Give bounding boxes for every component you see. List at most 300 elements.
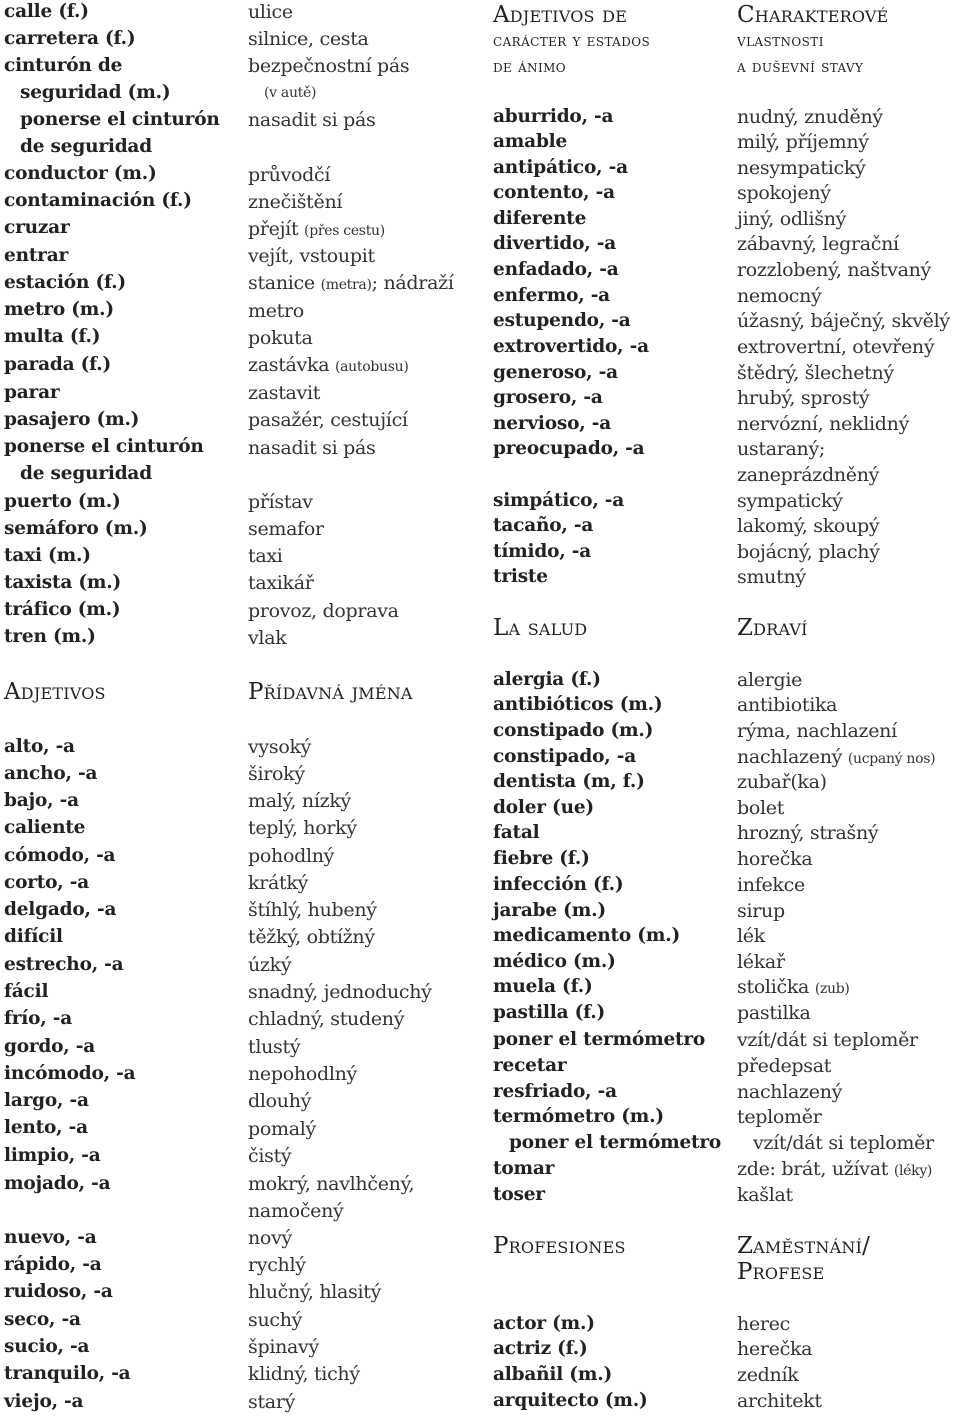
czech-translation [248, 761, 305, 787]
czech-translation [737, 1156, 932, 1182]
entry-text: muela (f.) [493, 976, 593, 997]
entry-text: ustaraný; [737, 438, 826, 460]
czech-translation [737, 1000, 810, 1026]
czech-translation [737, 155, 865, 181]
czech-translation [737, 539, 880, 565]
entry-text: rychlý [248, 1254, 306, 1276]
entry-text: entrar [4, 245, 69, 266]
spanish-term [493, 1311, 595, 1337]
spanish-term [493, 513, 593, 539]
spanish-term [493, 667, 601, 693]
spanish-term [4, 870, 89, 896]
entry-text: tranquilo, -a [4, 1363, 131, 1384]
entry-text: extrovertido, -a [493, 336, 649, 357]
entry-text: a duševní stavy [737, 57, 864, 77]
spanish-term [493, 949, 616, 975]
czech-translation [248, 815, 357, 841]
entry-text: metro [248, 300, 304, 322]
section-heading [4, 677, 106, 707]
spanish-term [4, 570, 121, 596]
spanish-term [493, 795, 594, 821]
entry-text: toser [493, 1184, 545, 1205]
entry-text: těžký, obtížný [248, 926, 375, 948]
entry-text: silnice, cesta [248, 28, 369, 50]
entry-text: puerto (m.) [4, 491, 121, 512]
entry-text: tlustý [248, 1036, 301, 1058]
entry-text: rýma, nachlazení [737, 720, 897, 742]
spanish-term [4, 1034, 95, 1060]
spanish-term [493, 1104, 664, 1130]
spanish-term [493, 257, 619, 283]
entry-text: stolička [737, 976, 815, 998]
entry-text: Charakterové [737, 2, 889, 28]
spanish-term [493, 129, 567, 155]
entry-text: Profese [737, 1259, 825, 1285]
section-heading [248, 677, 413, 707]
entry-text: přejít [248, 218, 305, 240]
entry-text: ponerse el cinturón [20, 109, 220, 130]
czech-translation [737, 692, 837, 718]
spanish-term [4, 407, 139, 433]
entry-text: chladný, studený [248, 1008, 405, 1030]
spanish-term [4, 80, 170, 106]
section-heading [737, 29, 824, 53]
czech-translation [737, 360, 894, 386]
czech-translation [248, 1225, 292, 1251]
czech-translation [737, 1336, 812, 1362]
entry-text: úžasný, báječný, skvělý [737, 310, 950, 332]
entry-text: enfermo, -a [493, 285, 610, 306]
czech-translation [248, 298, 304, 324]
czech-translation [737, 1362, 798, 1388]
entry-text: mojado, -a [4, 1173, 111, 1194]
entry-text: pomalý [248, 1118, 316, 1140]
entry-text: viejo, -a [4, 1391, 84, 1412]
entry-text: termómetro (m.) [493, 1106, 664, 1127]
czech-translation [737, 667, 802, 693]
czech-translation [737, 385, 869, 411]
entry-text: zedník [737, 1364, 799, 1386]
entry-text: pasažér, cestující [248, 409, 408, 431]
entry-text: přístav [248, 491, 313, 513]
spanish-term [4, 243, 68, 269]
entry-text: lento, -a [4, 1117, 88, 1138]
entry-text: Adjetivos de [493, 2, 628, 28]
spanish-term [4, 0, 89, 25]
spanish-term [493, 539, 591, 565]
czech-translation [248, 189, 342, 215]
czech-translation [737, 308, 950, 334]
entry-text: tomar [493, 1158, 555, 1179]
czech-translation [737, 949, 785, 975]
spanish-term [493, 155, 628, 181]
czech-translation [248, 80, 316, 106]
entry-text: antibióticos (m.) [493, 694, 663, 715]
entry-text: špinavý [248, 1336, 319, 1358]
entry-text: actor (m.) [493, 1313, 595, 1334]
entry-text: sirup [737, 900, 785, 922]
czech-translation [737, 1079, 842, 1105]
czech-translation [737, 1182, 793, 1208]
czech-translation [248, 570, 314, 596]
spanish-term [4, 1307, 81, 1333]
entry-text: čistý [248, 1145, 292, 1167]
entry-text: tímido, -a [493, 541, 591, 562]
entry-text: malý, nízký [248, 790, 351, 812]
entry-text: cinturón de [4, 55, 123, 76]
entry-text: infekce [737, 874, 805, 896]
entry-text: multa (f.) [4, 326, 101, 347]
entry-text: parar [4, 382, 60, 403]
spanish-term [4, 924, 63, 950]
entry-text: extrovertní, otevřený [737, 336, 935, 358]
entry-text: La salud [493, 615, 588, 641]
czech-translation [248, 407, 408, 433]
entry-text: dentista (m, f.) [493, 771, 645, 792]
spanish-term [493, 872, 623, 898]
entry-text: Zaměstnání/ [737, 1233, 871, 1259]
section-heading [737, 0, 889, 30]
czech-translation [248, 952, 291, 978]
spanish-term [4, 380, 59, 406]
entry-text: hlučný, hlasitý [248, 1281, 382, 1303]
spanish-term [493, 1000, 605, 1026]
czech-translation [737, 129, 869, 155]
entry-text: taxi (m.) [4, 545, 91, 566]
entry-text: taxi [248, 545, 283, 567]
spanish-term [4, 1225, 97, 1251]
czech-translation [737, 820, 878, 846]
entry-text: lakomý, skoupý [737, 515, 880, 537]
czech-translation [737, 257, 931, 283]
czech-translation [248, 270, 454, 296]
czech-translation [737, 513, 879, 539]
spanish-term [493, 1336, 588, 1362]
entry-text: ancho, -a [4, 763, 98, 784]
entry-text: médico (m.) [493, 951, 616, 972]
entry-text: pastilla (f.) [493, 1002, 606, 1023]
spanish-term [4, 26, 135, 52]
entry-text: bojácný, plachý [737, 541, 880, 563]
spanish-term [493, 283, 610, 309]
entry-text: vzít/dát si teploměr [737, 1029, 918, 1051]
entry-text: carretera (f.) [4, 28, 136, 49]
entry-text: doler (ue) [493, 797, 594, 818]
entry-text: estación (f.) [4, 272, 126, 293]
czech-translation [737, 898, 785, 924]
entry-text: suchý [248, 1309, 303, 1331]
spanish-term [493, 820, 540, 846]
czech-translation [248, 216, 385, 242]
entry-text: sympatický [737, 490, 843, 512]
spanish-term [493, 308, 631, 334]
spanish-term [4, 161, 157, 187]
entry-text: pohodlný [248, 845, 335, 867]
entry-text: resfriado, -a [493, 1081, 617, 1102]
entry-text: taxista (m.) [4, 572, 122, 593]
czech-translation [248, 1389, 295, 1415]
entry-text: diferente [493, 208, 587, 229]
czech-translation [737, 974, 850, 1000]
spanish-term [4, 324, 100, 350]
section-heading [737, 1257, 824, 1287]
spanish-term [4, 843, 115, 869]
entry-text: rápido, -a [4, 1254, 102, 1275]
entry-text: Profesiones [493, 1233, 626, 1259]
entry-text: smutný [737, 566, 806, 588]
spanish-term [4, 597, 120, 623]
spanish-term [4, 461, 152, 487]
entry-text: incómodo, -a [4, 1063, 136, 1084]
czech-translation [737, 1027, 918, 1053]
entry-text: arquitecto (m.) [493, 1390, 648, 1411]
entry-note: (přes cestu) [304, 223, 385, 239]
czech-translation [248, 516, 324, 542]
czech-translation [248, 598, 399, 624]
czech-translation [248, 0, 293, 25]
entry-text: bezpečnostní pás [248, 55, 410, 77]
entry-text: herečka [737, 1338, 813, 1360]
spanish-term [4, 1334, 89, 1360]
entry-text: jiný, odlišný [737, 208, 847, 230]
entry-text: frío, -a [4, 1008, 73, 1029]
entry-text: taxikář [248, 572, 314, 594]
entry-text: zaneprázdněný [737, 464, 880, 486]
entry-text: vlak [248, 627, 287, 649]
entry-text: namočený [248, 1200, 344, 1222]
entry-text: tren (m.) [4, 626, 96, 647]
czech-translation [737, 1130, 934, 1156]
entry-text: štědrý, šlechetný [737, 362, 894, 384]
czech-translation [248, 162, 330, 188]
section-heading [737, 55, 863, 79]
spanish-term [493, 1182, 545, 1208]
entry-text: štíhlý, hubený [248, 899, 377, 921]
spanish-term [4, 952, 123, 978]
entry-text: aburrido, -a [493, 106, 614, 127]
spanish-term [4, 270, 126, 296]
spanish-term [4, 1006, 72, 1032]
czech-translation [737, 1311, 790, 1337]
czech-translation [248, 1361, 360, 1387]
czech-translation [737, 231, 899, 257]
entry-text: nudný, znuděný [737, 106, 883, 128]
spanish-term [4, 297, 114, 323]
entry-text: corto, -a [4, 872, 89, 893]
entry-text: de seguridad [20, 136, 152, 157]
spanish-term [4, 1389, 83, 1415]
czech-translation [248, 1006, 404, 1032]
entry-text: zastavit [248, 382, 321, 404]
czech-translation [248, 788, 351, 814]
entry-text: vzít/dát si teploměr [753, 1132, 934, 1154]
czech-translation [737, 462, 879, 488]
czech-translation [248, 1334, 319, 1360]
spanish-term [493, 692, 662, 718]
czech-translation [737, 769, 827, 795]
czech-translation [248, 924, 375, 950]
entry-text: starý [248, 1391, 296, 1413]
entry-text: cómodo, -a [4, 845, 116, 866]
entry-text: zubař(ka) [737, 771, 827, 793]
spanish-term [493, 769, 645, 795]
entry-text: bolet [737, 797, 785, 819]
entry-text-continued: ; nádraží [371, 272, 454, 294]
czech-translation [737, 744, 935, 770]
entry-text: hrubý, sprostý [737, 387, 870, 409]
entry-text: fatal [493, 822, 540, 843]
czech-translation [248, 979, 432, 1005]
entry-text: vejít, vstoupit [248, 245, 375, 267]
spanish-term [493, 1027, 705, 1053]
entry-text: pasajero (m.) [4, 409, 140, 430]
spanish-term [493, 974, 593, 1000]
spanish-term [4, 734, 75, 760]
spanish-term [493, 1156, 554, 1182]
czech-translation [737, 1104, 822, 1130]
czech-translation [248, 1143, 291, 1169]
czech-translation [737, 334, 934, 360]
czech-translation [248, 489, 313, 515]
czech-translation [737, 1053, 831, 1079]
spanish-term [493, 436, 644, 462]
section-heading [493, 0, 627, 30]
czech-translation [248, 1279, 381, 1305]
spanish-term [493, 206, 586, 232]
spanish-term [493, 1130, 721, 1156]
entry-text: difícil [4, 926, 63, 947]
entry-text: poner el termómetro [493, 1029, 706, 1050]
entry-text: kašlat [737, 1184, 793, 1206]
spanish-term [493, 180, 615, 206]
entry-text: vlastnosti [737, 31, 824, 51]
spanish-term [493, 1388, 648, 1414]
entry-text: fiebre (f.) [493, 848, 590, 869]
czech-translation [248, 625, 286, 651]
czech-translation [248, 543, 283, 569]
entry-text: contento, -a [493, 182, 615, 203]
spanish-term [4, 1361, 130, 1387]
czech-translation [248, 1198, 343, 1224]
spanish-term [4, 543, 91, 569]
czech-translation [248, 1252, 306, 1278]
section-heading [493, 613, 587, 643]
entry-text: generoso, -a [493, 362, 618, 383]
czech-translation [737, 283, 821, 309]
entry-text: antipático, -a [493, 157, 628, 178]
entry-text: nepohodlný [248, 1063, 357, 1085]
spanish-term [4, 1252, 102, 1278]
spanish-term [493, 1053, 566, 1079]
entry-text: snadný, jednoduchý [248, 981, 432, 1003]
entry-text: jarabe (m.) [493, 900, 606, 921]
entry-text: amable [493, 131, 568, 152]
czech-translation [248, 1307, 302, 1333]
spanish-term [4, 516, 148, 542]
czech-translation [248, 1116, 316, 1142]
czech-translation [248, 380, 320, 406]
entry-text: ruidoso, -a [4, 1281, 113, 1302]
spanish-term [4, 1115, 88, 1141]
entry-text: simpático, -a [493, 490, 625, 511]
czech-translation [737, 923, 765, 949]
spanish-term [4, 1143, 100, 1169]
entry-text: provoz, doprava [248, 600, 399, 622]
entry-text: nasadit si pás [248, 109, 376, 131]
czech-translation [248, 243, 375, 269]
section-heading [737, 613, 808, 643]
entry-text: krátký [248, 872, 309, 894]
czech-translation [248, 325, 313, 351]
entry-text: alergia (f.) [493, 669, 601, 690]
entry-text: ponerse el cinturón [4, 436, 204, 457]
entry-text: teplý, horký [248, 817, 357, 839]
entry-text: nesympatický [737, 157, 866, 179]
entry-text: nervózní, neklidný [737, 413, 910, 435]
czech-translation [248, 870, 308, 896]
entry-note: (léky) [893, 1163, 933, 1179]
czech-translation [737, 411, 909, 437]
entry-text: Přídavná jména [248, 679, 413, 705]
entry-text: limpio, -a [4, 1145, 101, 1166]
spanish-term [4, 1061, 135, 1087]
entry-text: úzký [248, 954, 292, 976]
spanish-term [493, 1362, 612, 1388]
spanish-term [493, 334, 649, 360]
entry-text: nuevo, -a [4, 1227, 97, 1248]
entry-text: sucio, -a [4, 1336, 90, 1357]
czech-translation [248, 734, 311, 760]
spanish-term [493, 231, 616, 257]
entry-text: recetar [493, 1055, 567, 1076]
spanish-term [4, 788, 79, 814]
entry-text: actriz (f.) [493, 1338, 588, 1359]
spanish-term [4, 434, 204, 460]
entry-text: grosero, -a [493, 387, 603, 408]
spanish-term [4, 53, 122, 79]
spanish-term [4, 815, 85, 841]
czech-translation [737, 206, 846, 232]
entry-text: ulice [248, 1, 293, 23]
entry-text: hrozný, strašný [737, 822, 879, 844]
spanish-term [493, 104, 613, 130]
spanish-term [4, 1088, 89, 1114]
czech-translation [248, 1034, 300, 1060]
entry-text: bajo, -a [4, 790, 79, 811]
spanish-term [4, 761, 97, 787]
entry-text: constipado, -a [493, 746, 636, 767]
entry-text: milý, příjemný [737, 131, 869, 153]
entry-text: contaminación (f.) [4, 190, 192, 211]
entry-text: estrecho, -a [4, 954, 124, 975]
czech-translation [737, 872, 805, 898]
entry-text: cruzar [4, 217, 70, 238]
entry-text: seguridad (m.) [20, 82, 171, 103]
entry-text: předepsat [737, 1055, 832, 1077]
section-heading [493, 55, 566, 79]
spanish-term [4, 188, 192, 214]
entry-text: semáforo (m.) [4, 518, 148, 539]
spanish-term [4, 1279, 113, 1305]
czech-translation [737, 718, 897, 744]
entry-text: antibiotika [737, 694, 838, 716]
czech-translation [737, 846, 812, 872]
czech-translation [737, 1388, 822, 1414]
entry-text: horečka [737, 848, 813, 870]
spanish-term [493, 488, 624, 514]
entry-text: metro (m.) [4, 299, 114, 320]
entry-text: de ánimo [493, 57, 567, 77]
